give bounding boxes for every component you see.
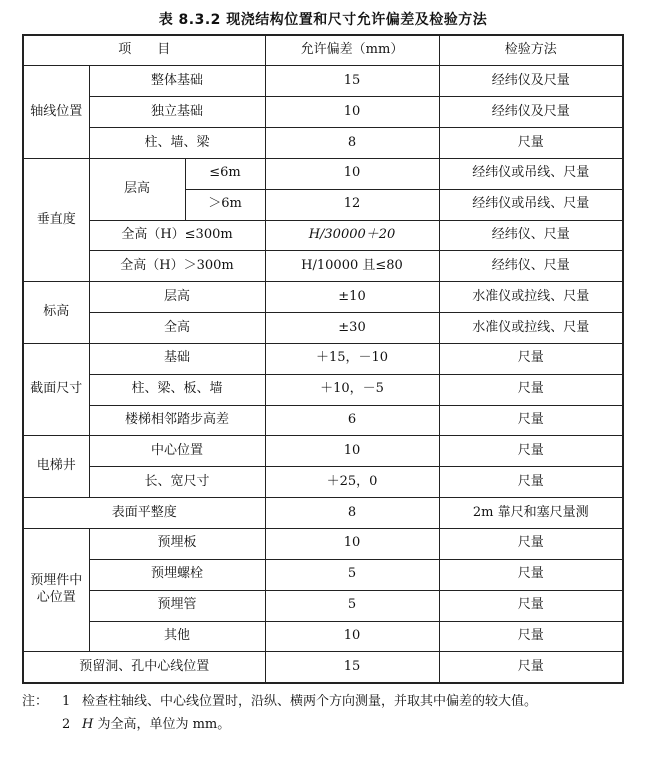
row-tolerance: 10	[265, 97, 439, 128]
row-tolerance: 8	[265, 498, 439, 529]
row-method: 经纬仪或吊线、尺量	[439, 189, 623, 220]
table-row	[23, 313, 623, 344]
row-item: 层高	[89, 282, 265, 313]
row-tolerance: 10	[265, 158, 439, 189]
row-tolerance: 6	[265, 405, 439, 436]
row-item: ≤6m	[185, 158, 265, 189]
subgroup-floor-height: 层高	[89, 158, 185, 220]
header-row	[23, 35, 623, 66]
row-method: 尺量	[439, 621, 623, 652]
row-method: 尺量	[439, 374, 623, 405]
row-item: 长、宽尺寸	[89, 467, 265, 498]
note-text	[82, 713, 627, 736]
row-tolerance: 15	[265, 66, 439, 97]
row-item: 柱、墙、梁	[89, 128, 265, 159]
row-tolerance: 12	[265, 189, 439, 220]
row-tolerance: H/30000＋20	[265, 220, 439, 251]
note-text-rest: 为全高，单位为 mm。	[93, 717, 231, 732]
table-row	[23, 158, 623, 189]
row-method: 水准仪或拉线、尺量	[439, 313, 623, 344]
table-row	[23, 343, 623, 374]
row-item: 柱、梁、板、墙	[89, 374, 265, 405]
row-method: 尺量	[439, 590, 623, 621]
row-tolerance: ＋10，－5	[265, 374, 439, 405]
table-row	[23, 66, 623, 97]
note-text: 检查柱轴线、中心线位置时，沿纵、横两个方向测量，并取其中偏差的较大值。	[82, 694, 538, 709]
group-elevation: 标高	[23, 282, 89, 344]
row-item: 独立基础	[89, 97, 265, 128]
table-row	[23, 251, 623, 282]
header-method: 检验方法	[439, 35, 623, 66]
row-item: 整体基础	[89, 66, 265, 97]
row-method: 尺量	[439, 652, 623, 683]
table-row	[23, 498, 623, 529]
row-item: 预埋管	[89, 590, 265, 621]
note-2	[22, 713, 627, 736]
note-number: 1	[62, 694, 71, 709]
row-item: 全高（H）≤300m	[89, 220, 265, 251]
note-prefix: 注：	[22, 694, 49, 709]
table-row	[23, 529, 623, 560]
row-tolerance: 5	[265, 590, 439, 621]
table-notes	[22, 690, 627, 736]
row-method: 尺量	[439, 529, 623, 560]
row-tolerance: ＋25，0	[265, 467, 439, 498]
table-row	[23, 374, 623, 405]
header-item: 项 目	[23, 35, 265, 66]
table-row	[23, 220, 623, 251]
table-title: 表 8.3.2 现浇结构位置和尺寸允许偏差及检验方法	[158, 12, 488, 28]
row-item: 中心位置	[89, 436, 265, 467]
row-tolerance: 8	[265, 128, 439, 159]
group-axis: 轴线位置	[23, 66, 89, 159]
row-tolerance: 15	[265, 652, 439, 683]
row-item: 全高（H）＞300m	[89, 251, 265, 282]
note-1	[22, 690, 627, 713]
note-number: 2	[62, 717, 71, 732]
row-tolerance: 10	[265, 621, 439, 652]
row-item: 基础	[89, 343, 265, 374]
row-tolerance: 5	[265, 559, 439, 590]
row-tolerance: ±30	[265, 313, 439, 344]
row-item: 全高	[89, 313, 265, 344]
table-row	[23, 97, 623, 128]
row-item: 预埋螺栓	[89, 559, 265, 590]
table-row	[23, 405, 623, 436]
table-row	[23, 590, 623, 621]
row-method: 水准仪或拉线、尺量	[439, 282, 623, 313]
row-method: 尺量	[439, 559, 623, 590]
table-row	[23, 436, 623, 467]
group-vertical: 垂直度	[23, 158, 89, 281]
row-tolerance: H/10000 且≤80	[265, 251, 439, 282]
table-row	[23, 621, 623, 652]
row-method: 尺量	[439, 405, 623, 436]
row-item: 楼梯相邻踏步高差	[89, 405, 265, 436]
group-embedded: 预埋件中心位置	[23, 529, 89, 652]
table-row	[23, 467, 623, 498]
table-row	[23, 559, 623, 590]
row-item: 预留洞、孔中心线位置	[23, 652, 265, 683]
table-row	[23, 652, 623, 683]
row-method: 经纬仪及尺量	[439, 97, 623, 128]
row-method: 尺量	[439, 436, 623, 467]
row-method: 尺量	[439, 128, 623, 159]
row-tolerance: ＋15，－10	[265, 343, 439, 374]
row-item: 表面平整度	[23, 498, 265, 529]
row-method: 尺量	[439, 467, 623, 498]
row-tolerance: ±10	[265, 282, 439, 313]
row-item: 其他	[89, 621, 265, 652]
row-method: 经纬仪及尺量	[439, 66, 623, 97]
table-row	[23, 282, 623, 313]
row-method: 经纬仪、尺量	[439, 251, 623, 282]
row-item: ＞6m	[185, 189, 265, 220]
group-elevator: 电梯井	[23, 436, 89, 498]
header-tolerance: 允许偏差（mm）	[265, 35, 439, 66]
note-variable: H	[82, 717, 94, 732]
row-method: 经纬仪、尺量	[439, 220, 623, 251]
table-row	[23, 128, 623, 159]
row-method: 2m 靠尺和塞尺量测	[439, 498, 623, 529]
row-method: 经纬仪或吊线、尺量	[439, 158, 623, 189]
row-tolerance: 10	[265, 436, 439, 467]
row-tolerance: 10	[265, 529, 439, 560]
group-section: 截面尺寸	[23, 343, 89, 436]
row-item: 预埋板	[89, 529, 265, 560]
tolerance-table	[22, 34, 624, 684]
row-method: 尺量	[439, 343, 623, 374]
